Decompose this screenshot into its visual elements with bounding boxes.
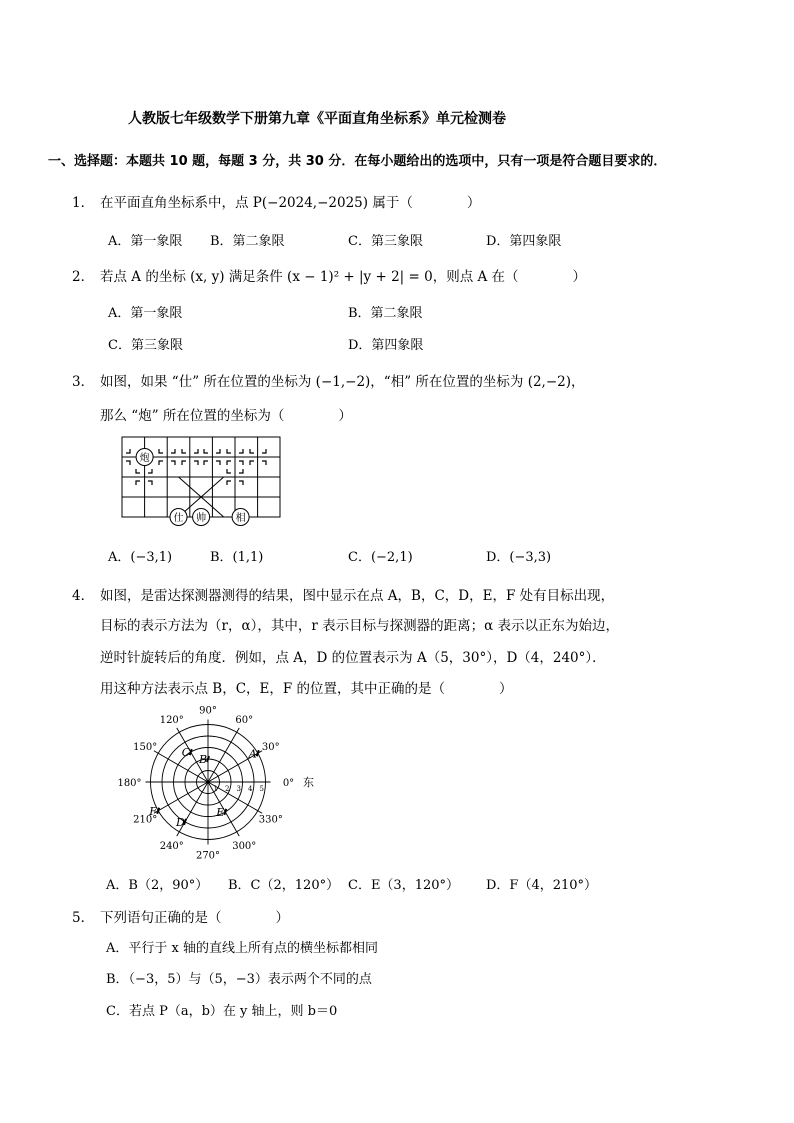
option-b: B．第二象限 xyxy=(348,306,423,321)
ring-label: 5 xyxy=(259,785,264,793)
piece-xiang xyxy=(232,509,249,526)
option-d: D．(−3,3) xyxy=(486,550,552,565)
question-text: 若点 A 的坐标 (x, y) 满足条件 (x − 1)² + |y + 2| = 0，则点 A 在（ ） xyxy=(100,269,587,285)
angle-label: 330° xyxy=(258,814,283,826)
target-label: F xyxy=(149,804,157,818)
option-b: B．C（2，120°） xyxy=(228,878,340,893)
question-text: 那么 “炮” 所在位置的坐标为（ ） xyxy=(100,408,352,424)
option-d: D．第四象限 xyxy=(486,234,562,249)
option-b: B．第二象限 xyxy=(210,234,285,249)
angle-label: 0° xyxy=(282,778,295,789)
question-text: 目标的表示方法为（r，α），其中，r 表示目标与探测器的距离；α 表示以正东为始边， xyxy=(100,618,619,634)
target-label: C xyxy=(181,746,191,760)
option-a: A．B（2，90°） xyxy=(106,878,209,893)
angle-label: 270° xyxy=(195,850,221,862)
piece-label: 相 xyxy=(235,513,246,524)
angle-label: 90° xyxy=(199,705,217,717)
target-label: B xyxy=(199,753,208,766)
piece-shuai xyxy=(193,509,210,526)
option-d: D．第四象限 xyxy=(348,338,424,353)
angle-label: 60° xyxy=(235,715,254,727)
piece-shi xyxy=(170,509,187,526)
section-heading: 一、选择题：本题共 10 题，每题 3 分，共 30 分．在每小题给出的选项中，只有一项是符合题目要求的． xyxy=(48,154,667,169)
angle-label: 30° xyxy=(261,741,280,753)
question-text: 下列语句正确的是（ ） xyxy=(100,910,289,926)
angle-label: 150° xyxy=(133,741,158,753)
option-c: C．E（3，120°） xyxy=(348,878,460,893)
question-text: 用这种方法表示点 B，C，E，F 的位置，其中正确的是（ ） xyxy=(100,681,513,697)
angle-label: 120° xyxy=(159,715,184,727)
option-a: A．(−3,1) xyxy=(108,550,173,565)
ring-label: 3 xyxy=(236,785,241,793)
question-text: 如图，是雷达探测器测得的结果，图中显示在点 A，B，C，D，E，F 处有目标出现， xyxy=(100,588,615,604)
option-d: D．F（4，210°） xyxy=(486,878,598,893)
option-c: C．第三象限 xyxy=(348,234,423,249)
ring-label: 4 xyxy=(248,785,253,793)
piece-label: 炮 xyxy=(139,453,150,464)
target-label: D xyxy=(176,815,185,829)
east-label: 东 xyxy=(303,776,314,789)
ring-label: 1 xyxy=(213,785,218,793)
target-label: A xyxy=(248,747,257,761)
option-a: A．第一象限 xyxy=(108,234,183,249)
angle-label: 300° xyxy=(232,840,257,852)
target-label: E xyxy=(216,805,225,819)
option-c: C．(−2,1) xyxy=(348,550,413,565)
angle-label: 240° xyxy=(159,840,184,852)
question-text: 逆时针旋转后的角度．例如，点 A，D 的位置表示为 A（5，30°），D（4，240°）． xyxy=(100,650,606,666)
angle-label: 210° xyxy=(133,814,158,826)
question-number: 2． xyxy=(72,269,95,285)
option-b: B．（−3，5）与（5，−3）表示两个不同的点 xyxy=(106,972,372,987)
question-number: 1． xyxy=(72,195,95,211)
radar-figure xyxy=(117,702,314,862)
piece-label: 仕 xyxy=(173,513,184,524)
question-number: 5． xyxy=(72,910,95,926)
option-c: C．若点 P（a，b）在 y 轴上，则 b＝0 xyxy=(106,1004,338,1019)
option-c: C．第三象限 xyxy=(108,338,183,353)
piece-label: 帅 xyxy=(196,513,207,524)
option-b: B．(1,1) xyxy=(210,550,264,565)
option-a: A．第一象限 xyxy=(108,306,183,321)
question-text: 在平面直角坐标系中，点 P(−2024,−2025) 属于（ ） xyxy=(100,195,481,211)
question-number: 3． xyxy=(72,374,95,390)
page-title: 人教版七年级数学下册第九章《平面直角坐标系》单元检测卷 xyxy=(128,111,506,127)
option-a: A．平行于 x 轴的直线上所有点的横坐标都相同 xyxy=(106,941,378,956)
target-marker xyxy=(207,756,209,762)
angle-label: 180° xyxy=(117,778,142,789)
piece-pao xyxy=(136,449,153,466)
question-number: 4． xyxy=(72,588,95,604)
question-text: 如图，如果 “仕” 所在位置的坐标为 (−1,−2)，“相” 所在位置的坐标为 (2,−2)， xyxy=(100,374,585,390)
ring-label: 2 xyxy=(225,785,230,793)
chessboard-figure xyxy=(120,436,284,528)
